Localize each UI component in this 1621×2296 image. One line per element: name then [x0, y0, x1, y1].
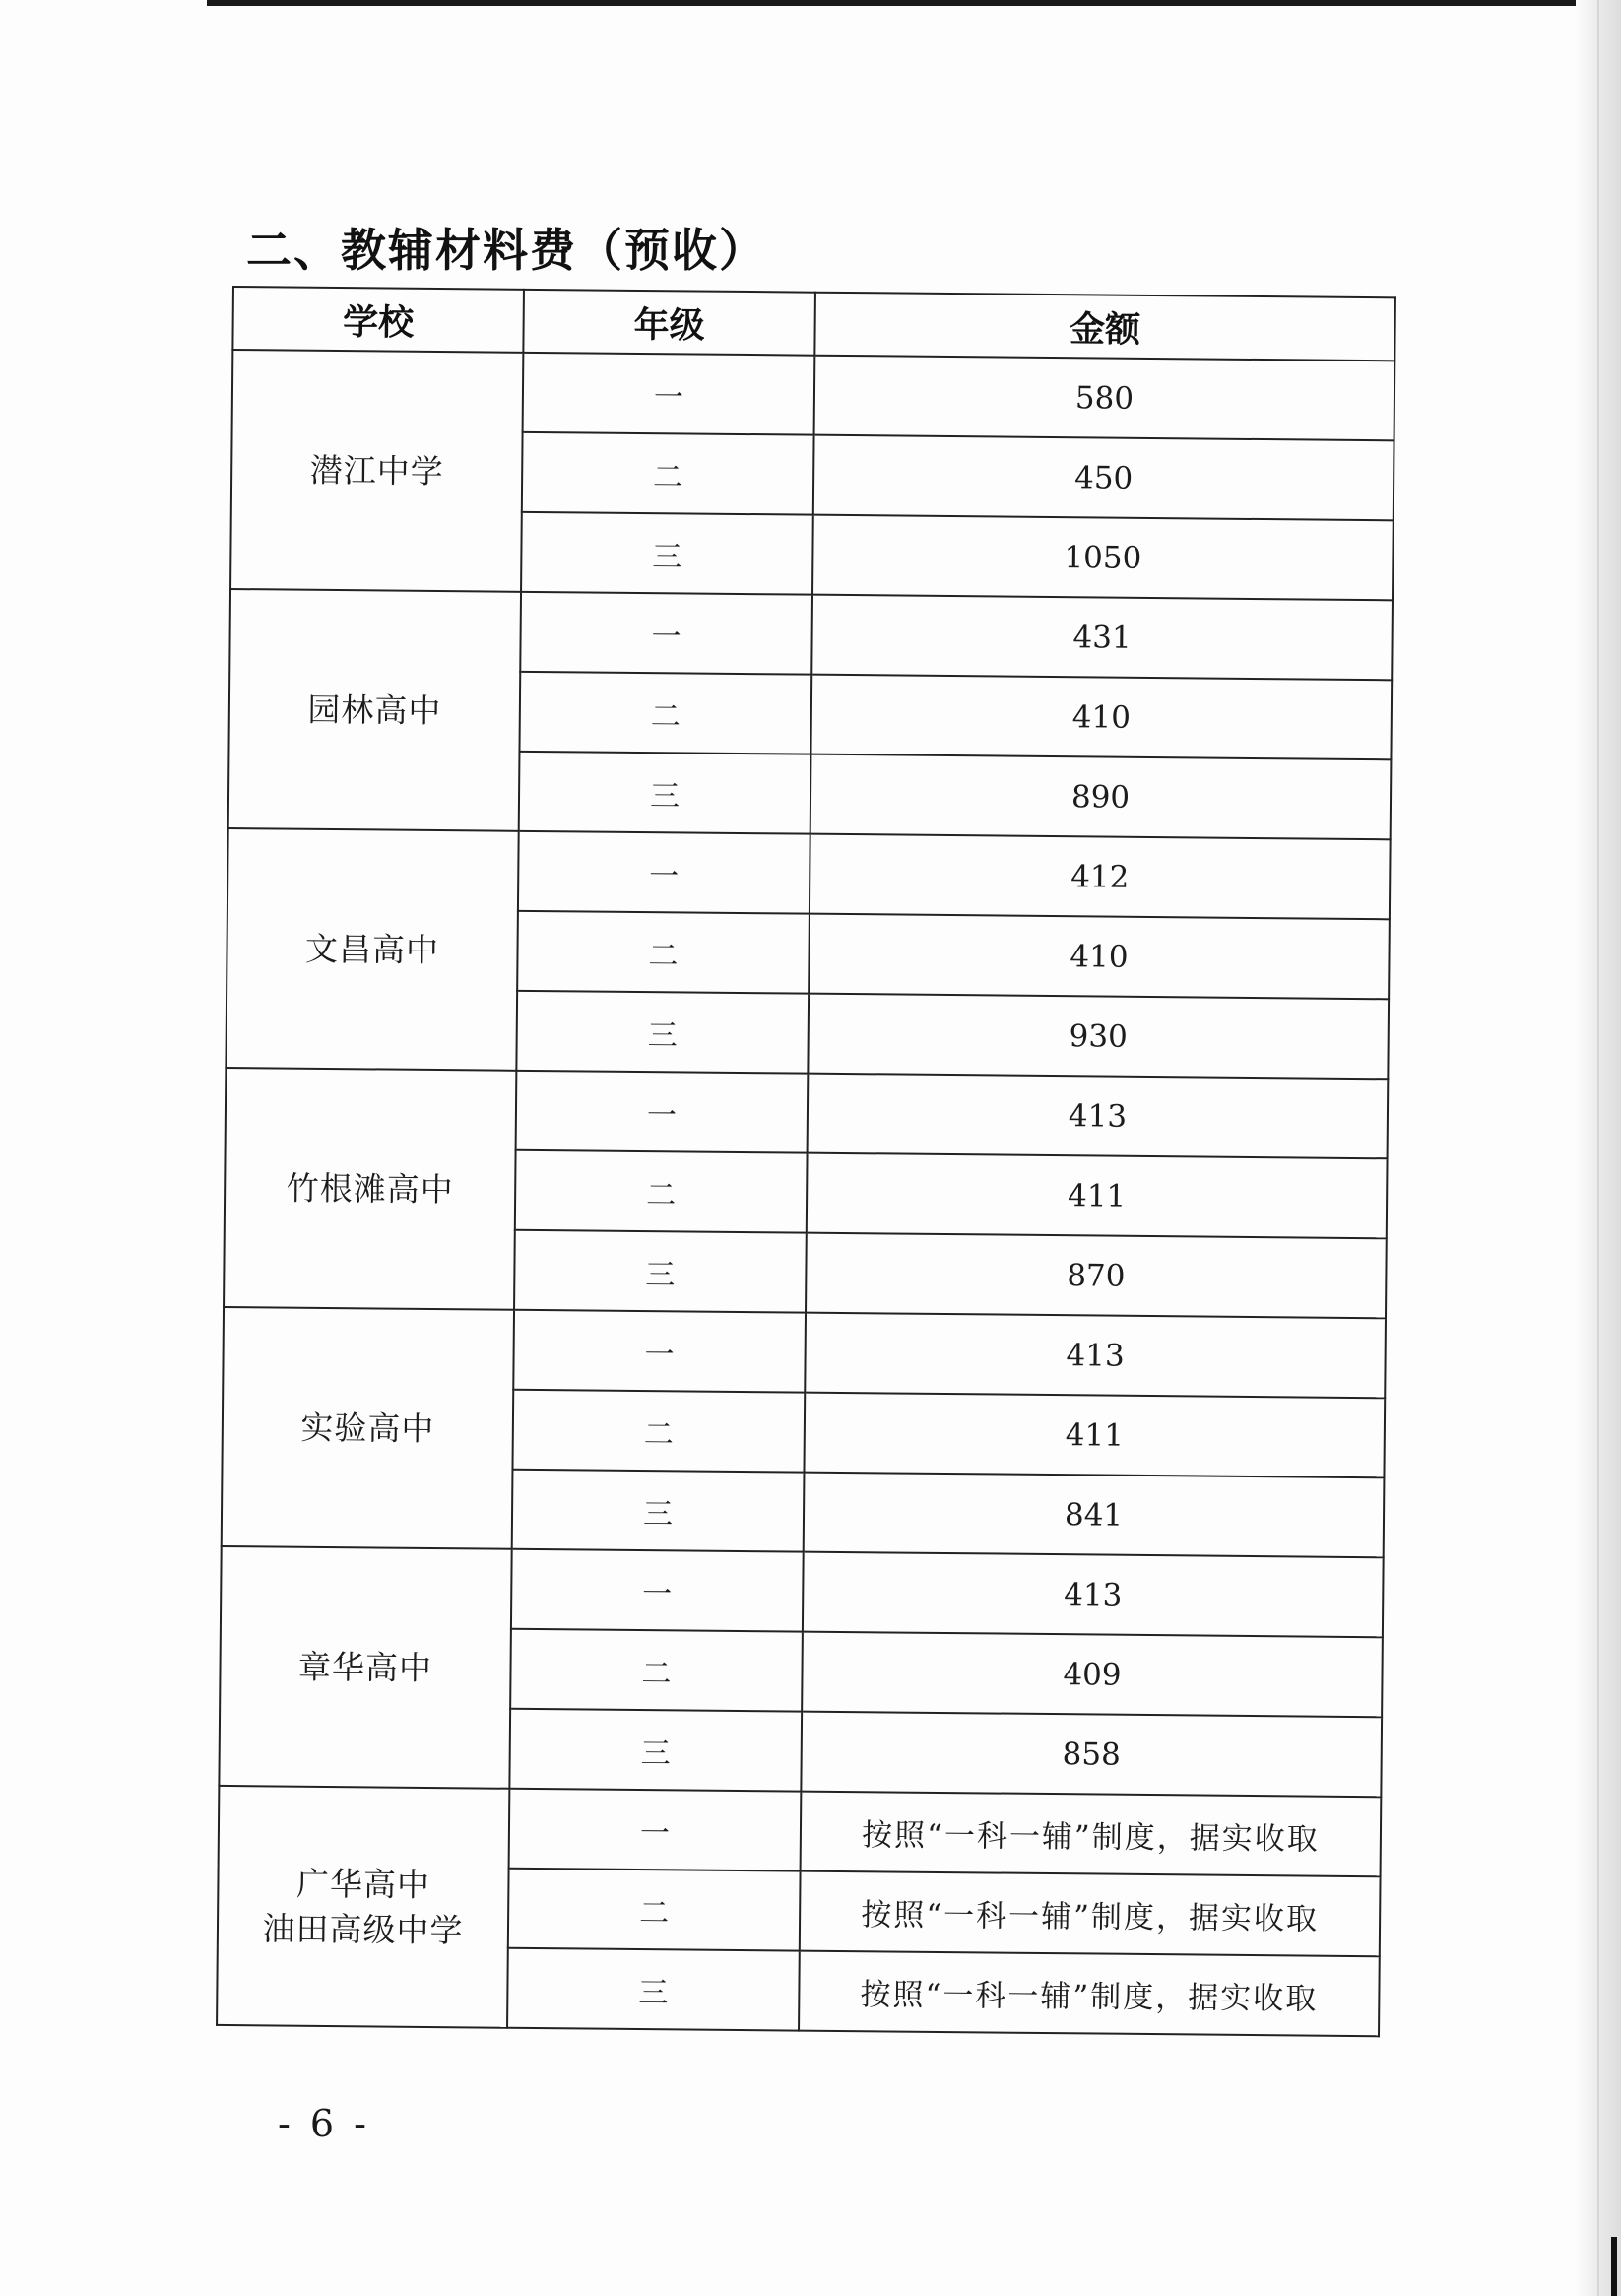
amount-cell: 409 — [802, 1632, 1383, 1718]
amount-note-cell: 按照“一科一辅”制度，据实收取 — [799, 1951, 1380, 2037]
table-row — [223, 1307, 1386, 1398]
amount-cell: 413 — [808, 1074, 1389, 1159]
grade-cell: 三 — [507, 1948, 800, 2031]
amount-cell: 450 — [813, 435, 1394, 521]
amount-cell: 890 — [810, 754, 1392, 840]
fee-table — [216, 286, 1396, 2037]
grade-cell: 二 — [512, 1390, 805, 1473]
amount-cell: 1050 — [812, 515, 1394, 601]
grade-cell: 三 — [516, 991, 809, 1074]
table-row — [232, 350, 1395, 440]
grade-cell: 一 — [518, 831, 810, 914]
grade-cell: 一 — [516, 1071, 809, 1153]
grade-cell: 二 — [522, 432, 814, 515]
amount-cell: 413 — [805, 1313, 1386, 1399]
fee-table-container — [216, 286, 1424, 2038]
header-grade: 年级 — [523, 290, 815, 356]
amount-cell: 431 — [811, 595, 1393, 681]
grade-cell: 三 — [509, 1709, 802, 1792]
table-body — [217, 350, 1394, 2036]
grade-cell: 二 — [508, 1869, 801, 1951]
table-row — [221, 1546, 1384, 1637]
table-row — [226, 1068, 1389, 1158]
table-row — [227, 828, 1391, 919]
grade-cell: 一 — [523, 353, 815, 435]
grade-cell: 三 — [514, 1230, 807, 1313]
grade-cell: 三 — [512, 1470, 805, 1552]
amount-cell: 930 — [808, 994, 1389, 1080]
school-cell: 竹根滩高中 — [224, 1068, 516, 1310]
header-amount: 金额 — [814, 293, 1395, 361]
amount-cell: 870 — [806, 1233, 1387, 1319]
amount-cell: 412 — [810, 834, 1391, 920]
school-cell: 实验高中 — [222, 1307, 514, 1549]
grade-cell: 一 — [520, 592, 812, 675]
table-row — [219, 1786, 1382, 1876]
scan-corner-mark — [1611, 2237, 1617, 2296]
amount-cell: 413 — [803, 1552, 1384, 1638]
amount-cell: 841 — [804, 1473, 1385, 1558]
amount-note-cell: 按照“一科一辅”制度，据实收取 — [801, 1792, 1382, 1877]
section-title: 二、教辅材料费（预收） — [246, 224, 766, 277]
grade-cell: 二 — [519, 672, 811, 754]
amount-cell: 411 — [804, 1393, 1385, 1478]
grade-cell: 二 — [515, 1150, 808, 1233]
grade-cell: 一 — [511, 1549, 804, 1632]
amount-cell: 410 — [809, 914, 1390, 1000]
school-name-line: 油田高级中学 — [262, 1908, 464, 1949]
amount-cell: 410 — [810, 675, 1392, 760]
school-cell: 潜江中学 — [230, 350, 523, 592]
amount-cell: 580 — [814, 356, 1395, 441]
amount-note-cell: 按照“一科一辅”制度，据实收取 — [800, 1871, 1381, 1957]
school-cell — [217, 1786, 509, 2028]
school-cell: 文昌高中 — [226, 828, 518, 1071]
grade-cell: 一 — [513, 1310, 806, 1393]
scan-right-line — [1597, 0, 1599, 2296]
grade-cell: 二 — [510, 1629, 803, 1712]
grade-cell: 二 — [517, 911, 810, 994]
amount-cell: 858 — [801, 1712, 1382, 1798]
table-header — [232, 287, 1395, 361]
amount-cell: 411 — [807, 1153, 1388, 1239]
grade-cell: 三 — [519, 752, 811, 834]
header-row — [232, 287, 1395, 361]
table-row — [229, 589, 1393, 680]
page-number: - 6 - — [278, 2102, 371, 2145]
grade-cell: 一 — [509, 1789, 802, 1871]
header-school: 学校 — [232, 287, 524, 353]
school-name-line: 广华高中 — [295, 1864, 431, 1904]
grade-cell: 三 — [521, 512, 813, 595]
scan-top-edge — [207, 0, 1621, 6]
school-cell: 章华高中 — [219, 1546, 511, 1789]
school-cell: 园林高中 — [228, 589, 521, 831]
